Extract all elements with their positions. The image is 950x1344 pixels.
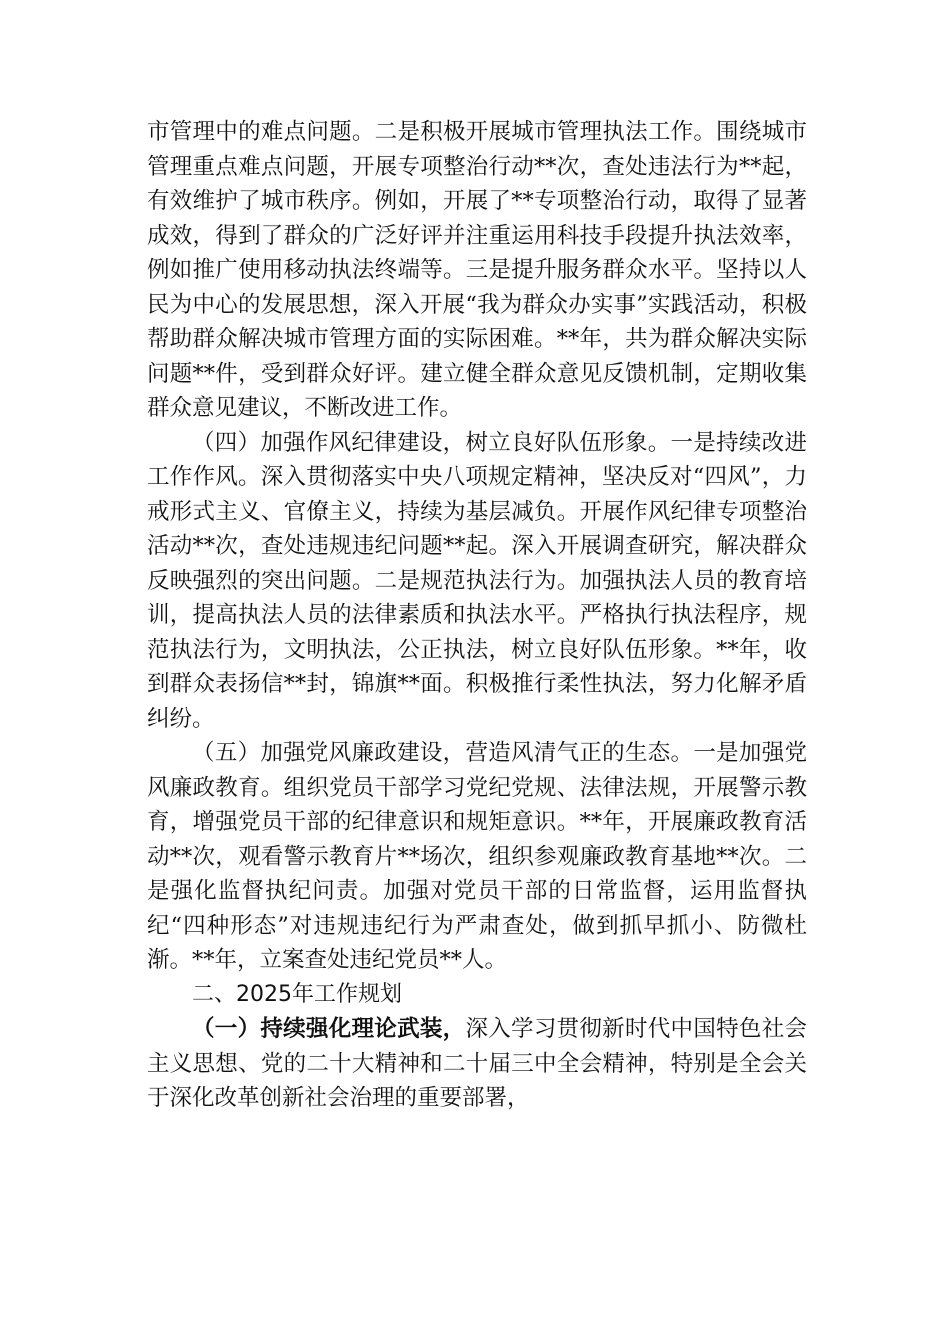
paragraph-text: 一是加强党风廉政教育。组织党员干部学习党纪党规、法律法规，开展警示教育，增强党员干部的纪律意识和规矩意识。**年，开展廉政教育活动**次，观看警示教育片**场次，组织参观廉政教育基地**次。二是强化监督执纪问责。加强对党员干部的日常监督，运用监督执纪“四种形态”对违规违纪行为严肃查处，做到抓早抓小、防微杜渐。**年，立案查处违纪党员**人。 [147,740,807,973]
paragraph-lead: （四）加强作风纪律建设，树立良好队伍形象。 [192,429,671,456]
section-heading: 二、2025年工作规划 [192,981,402,1007]
document-page [147,115,807,1116]
paragraph-theory-arming [147,1012,807,1116]
paragraph-text: 市管理中的难点问题。二是积极开展城市管理执法工作。围绕城市管理重点难点问题，开展专项整治行动**次，查处违法行为**起，有效维护了城市秩序。例如，开展了**专项整治行动，取得了显著成效，得到了群众的广泛好评并注重运用科技手段提升执法效率，例如推广使用移动执法终端等。三是提升服务群众水平。坚持以人民为中心的发展思想，深入开展“我为群众办实事”实践活动，积极帮助群众解决城市管理方面的实际困难。**年，共为群众解决实际问题**件，受到群众好评。建立健全群众意见反馈机制，定期收集群众意见建议，不断改进工作。 [147,119,807,421]
paragraph-lead: （五）加强党风廉政建设，营造风清气正的生态。 [192,740,694,766]
paragraph-lead: （一）持续强化理论武装， [192,1016,466,1042]
paragraph-text: 一是持续改进工作作风。深入贯彻落实中央八项规定精神，坚决反对“四风”，力戒形式主义、官僚主义，持续为基层减负。开展作风纪律专项整治活动**次，查处违规违纪问题**起。深入开展调查研究，解决群众反映强烈的突出问题。二是规范执法行为。加强执法人员的教育培训，提高执法人员的法律素质和执法水平。严格执行执法程序，规范执法行为，文明执法，公正执法，树立良好队伍形象。**年，收到群众表扬信**封，锦旗**面。积极推行柔性执法，努力化解矛盾纠纷。 [147,429,807,732]
paragraph-work-style-discipline [147,426,807,737]
paragraph-text: 深入学习贯彻新时代中国特色社会主义思想、党的二十大精神和二十届三中全会精神，特别是全会关于深化改革创新社会治理的重要部署， [147,1016,807,1111]
paragraph-city-management [147,115,807,426]
paragraph-party-integrity [147,736,807,978]
